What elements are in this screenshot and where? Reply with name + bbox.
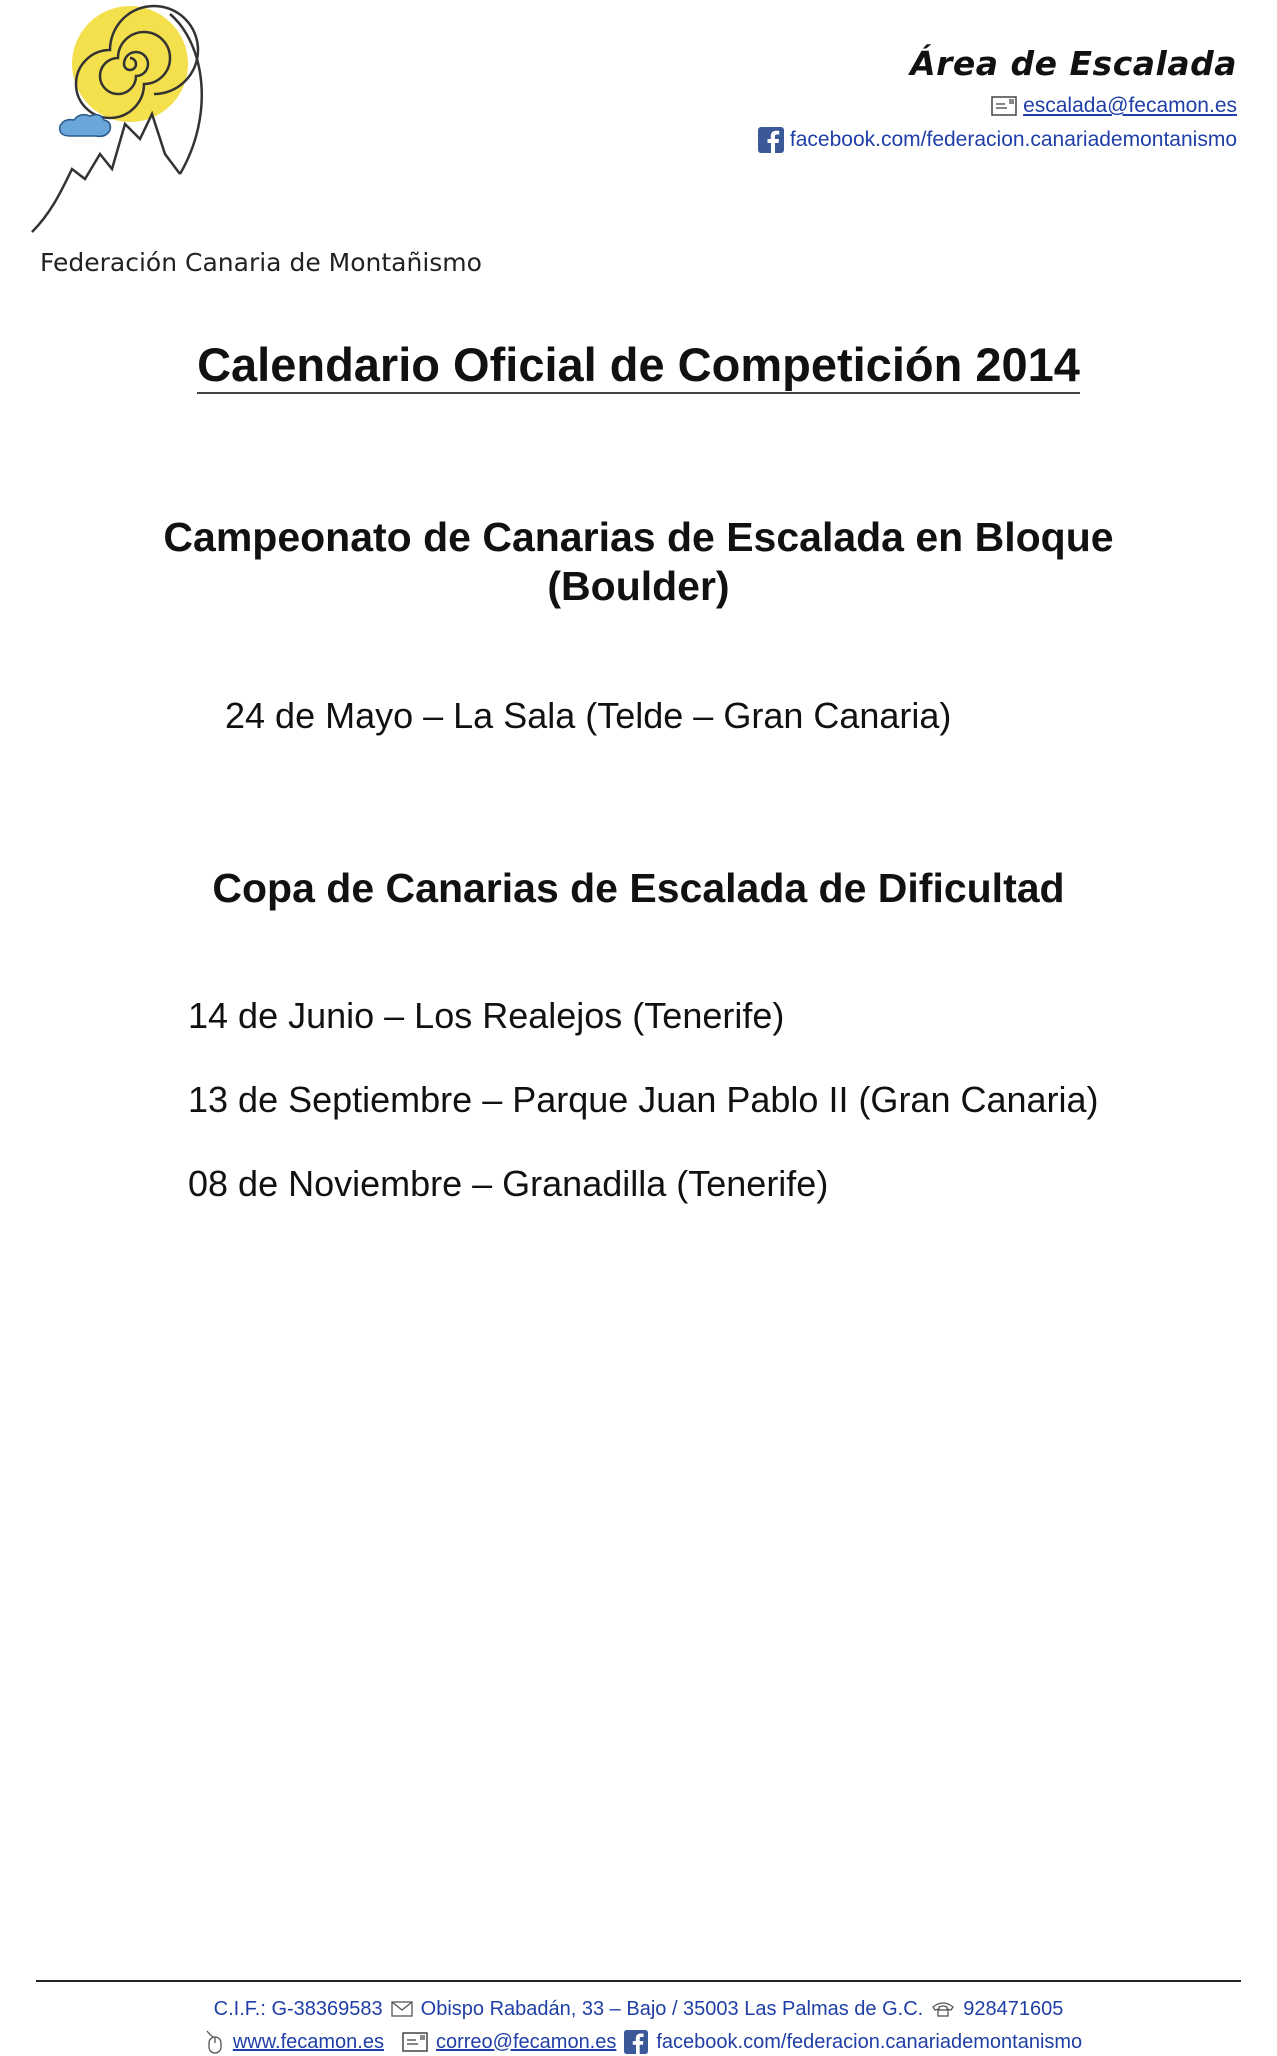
footer-facebook-link[interactable]: facebook.com/federacion.canariademontanismo [656, 2030, 1083, 2053]
facebook-icon [624, 2030, 648, 2054]
area-title: Área de Escalada [910, 44, 1237, 83]
section-title-dificultad [0, 864, 1277, 913]
footer-email-link[interactable]: correo@fecamon.es [435, 2030, 617, 2053]
header-facebook-link[interactable]: facebook.com/federacion.canariademontanismo [789, 128, 1237, 151]
footer-links-line [0, 2028, 1277, 2056]
page-title-text: Calendario Oficial de Competición 2014 [197, 338, 1080, 394]
event-item: 14 de Junio – Los Realejos (Tenerife) [188, 995, 785, 1036]
event-item: 13 de Septiembre – Parque Juan Pablo II (Gran Canaria) [188, 1079, 1099, 1120]
federation-logo [30, 4, 230, 236]
section-title-bloque-line2: (Boulder) [547, 563, 730, 609]
footer-phone: 928471605 [963, 1997, 1064, 2020]
event-item: 08 de Noviembre – Granadilla (Tenerife) [188, 1163, 829, 1204]
facebook-icon [758, 127, 784, 153]
section-title-bloque [0, 513, 1277, 611]
header-contact-block [758, 44, 1237, 157]
section-title-bloque-line1: Campeonato de Canarias de Escalada en Bloque [163, 514, 1114, 560]
footer-address: Obispo Rabadán, 33 – Bajo / 35003 Las Palmas de G.C. [420, 1997, 924, 2020]
phone-icon [931, 2000, 955, 2018]
header-facebook-line [758, 123, 1237, 157]
envelope-icon [391, 2001, 413, 2017]
section-title-dificultad-line1: Copa de Canarias de Escalada de Dificultad [212, 865, 1065, 911]
logo-cloud [60, 115, 111, 137]
page-title [0, 337, 1277, 392]
envelope-icon [402, 2032, 428, 2052]
envelope-icon [991, 96, 1017, 116]
footer-website-link[interactable]: www.fecamon.es [232, 2030, 384, 2053]
footer-address-line [0, 1994, 1277, 2024]
header-email-line [758, 89, 1237, 123]
footer-divider [36, 1980, 1241, 1982]
header-email-link[interactable]: escalada@fecamon.es [1023, 94, 1237, 117]
mouse-icon [203, 2029, 225, 2055]
footer-cif: C.I.F.: G-38369583 [213, 1997, 383, 2020]
event-item: 24 de Mayo – La Sala (Telde – Gran Canaria) [225, 695, 952, 736]
organization-name: Federación Canaria de Montañismo [40, 248, 482, 277]
